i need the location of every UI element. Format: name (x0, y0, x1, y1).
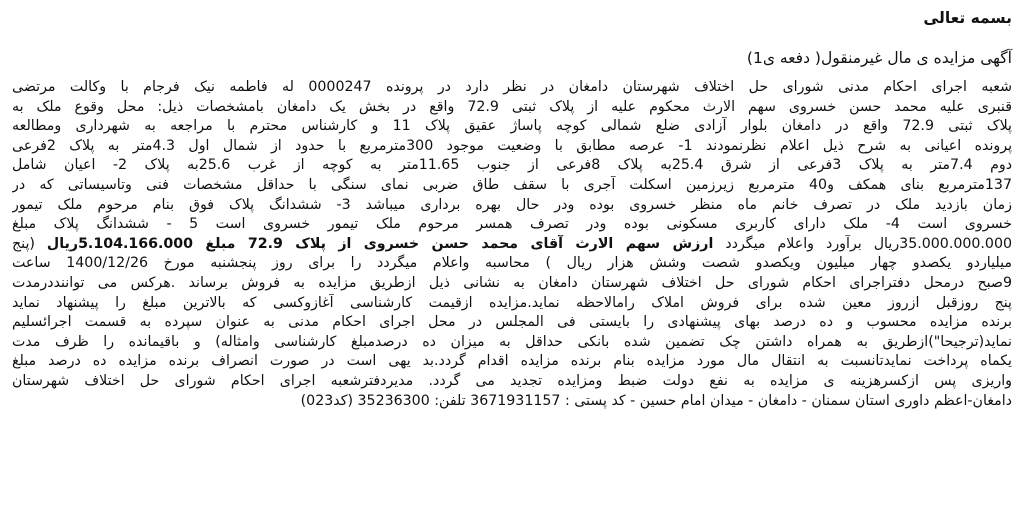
notice-text: (پنج (12, 235, 47, 252)
notice-line (12, 176, 1012, 196)
notice-line (12, 156, 1012, 176)
notice-line (12, 137, 1012, 157)
notice-text: نماید(ترجیحا")ازطریق به همراه داشتن چک تضمین شده بانکی حداقل به میزان ده درصدمبلغ کارشناسی وامثاله) و باقیمانده را ظرف مدت (12, 333, 1012, 350)
notice-line (12, 352, 1012, 372)
notice-text: دوم 7.4متر به پلاک 3فرعی از شرق 25.4به پلاک 8فرعی از جنوب 11.65متر به کوچه از غرب 25.6به پلاک 2- اعیان شامل (12, 157, 1012, 174)
notice-line (12, 78, 1012, 98)
notice-text: یکماه پرداخت نمایدتانسبت به انتقال مال مورد مزایده بنام برنده مزایده اقدام گردد.بد یهی است در صورت انصراف برنده مزایده ده درصد مبلغ (12, 353, 1012, 370)
notice-line (12, 117, 1012, 137)
notice-line (12, 313, 1012, 333)
notice-line (12, 196, 1012, 216)
notice-text: پلاک ثبتی 72.9 واقع در دامغان بلوار آزادی ضلع شمالی کوچه پاساژ عقیق پلاک 11 و کارشناس محترم با مراجعه به شهرداری ومطالعه (12, 118, 1012, 135)
notice-title: آگهی مزایده ی مال غیرمنقول( دفعه ی1) (746, 49, 1012, 67)
notice-text: برنده مزایده محسوب و ده درصد بهای پیشنهادی را بایستی فی المجلس در محل اجرای احکام مدنی به عنوان سپرده به قسمت اجرائسلیم (12, 314, 1012, 331)
notice-line (12, 254, 1012, 274)
notice-text: پرونده اعیانی به شرح ذیل اعلام نظرنمودند 1- عرصه مطابق با وضعیت موجود 300مترمربع با حدود از شمال اول 4.3متر به پلاک 2فرعی (12, 137, 1012, 154)
notice-text: زمان بازدید ملک در تصرف خانم ماه منظر خسروی بوده ودر حال بهره برداری میباشد 3- ششدانگ پلاک فوق بنام مرحوم ملک تیمور (12, 196, 1012, 213)
notice-text: پنج روزقبل ازروز معین شده برای فروش املاک رامالاحظه نماید.مزایده ازقیمت کارشناسی آغازوکسی که بالاترین مبلغ را پیشنهاد نماید (12, 294, 1012, 311)
notice-line (12, 215, 1012, 235)
appraised-share-value: ارزش سهم الارث آقای محمد حسن خسروی از پلاک 72.9 مبلغ 5.104.166.000ریال (46, 235, 714, 252)
notice-text: قنبری علیه محمد حسن خسروی سهم الارث محکوم علیه از پلاک ثبتی 72.9 واقع در بخش یک دامغان بامشخصات ذیل: محل وقوع ملک به (12, 98, 1012, 115)
notice-line (12, 98, 1012, 118)
notice-text: واریزی پس ازکسرهزینه ی مزایده به نفع دولت ضبط ومزایده تجدید می گردد. مدیردفترشعبه اجرای احکام شورای حل اختلاف شهرستان (12, 372, 1012, 389)
notice-text: خسروی است 4- ملک دارای کاربری مسکونی بوده ودر تصرف همسر مرحوم ملک تیمور خسروی است 5 - ششدانگ پلاک مبلغ (12, 216, 1012, 233)
notice-text: شعبه اجرای احکام مدنی شورای حل اختلاف شهرستان دامغان در نظر دارد در پرونده 0000247 له فاطمه نیک فرجام با وکالت مرتضی (12, 79, 1012, 95)
invocation-heading: بسمه تعالی (923, 9, 1012, 27)
notice-text: دامغان-اعظم داوری استان سمنان - دامغان - میدان امام حسین - کد پستی : 3671931157 تلفن: 35236300 (کد023) (300, 392, 1012, 409)
notice-text: میلیاردو یکصدو چهار میلیون ویکصدو شصت وشش هزار ریال ) محاسبه واعلام میگردد را برای روز پنجشنبه مورخ 1400/12/26 ساعت (12, 255, 1012, 272)
notice-line (12, 294, 1012, 314)
notice-line (12, 392, 1012, 412)
notice-text: 9صبح درمحل دفتراجرای احکام شورای حل اختلاف شهرستان دامغان به نشانی ذیل ازطریق مزایده به فروش برساند .هرکس می تواننددرمدت (12, 274, 1012, 291)
notice-text: 35.000.000.000ریال برآورد واعلام میگردد (713, 235, 1012, 252)
notice-line (12, 333, 1012, 353)
notice-text: 137مترمربع بنای همکف و40 مترمربع زیرزمین اسکلت آجری با سقف طاق ضربی نمای سنگی با حداقل مشخصات فنی وتاسیساتی که در (12, 176, 1012, 193)
notice-body (12, 78, 1012, 411)
notice-line (12, 235, 1012, 255)
notice-line (12, 372, 1012, 392)
notice-line (12, 274, 1012, 294)
